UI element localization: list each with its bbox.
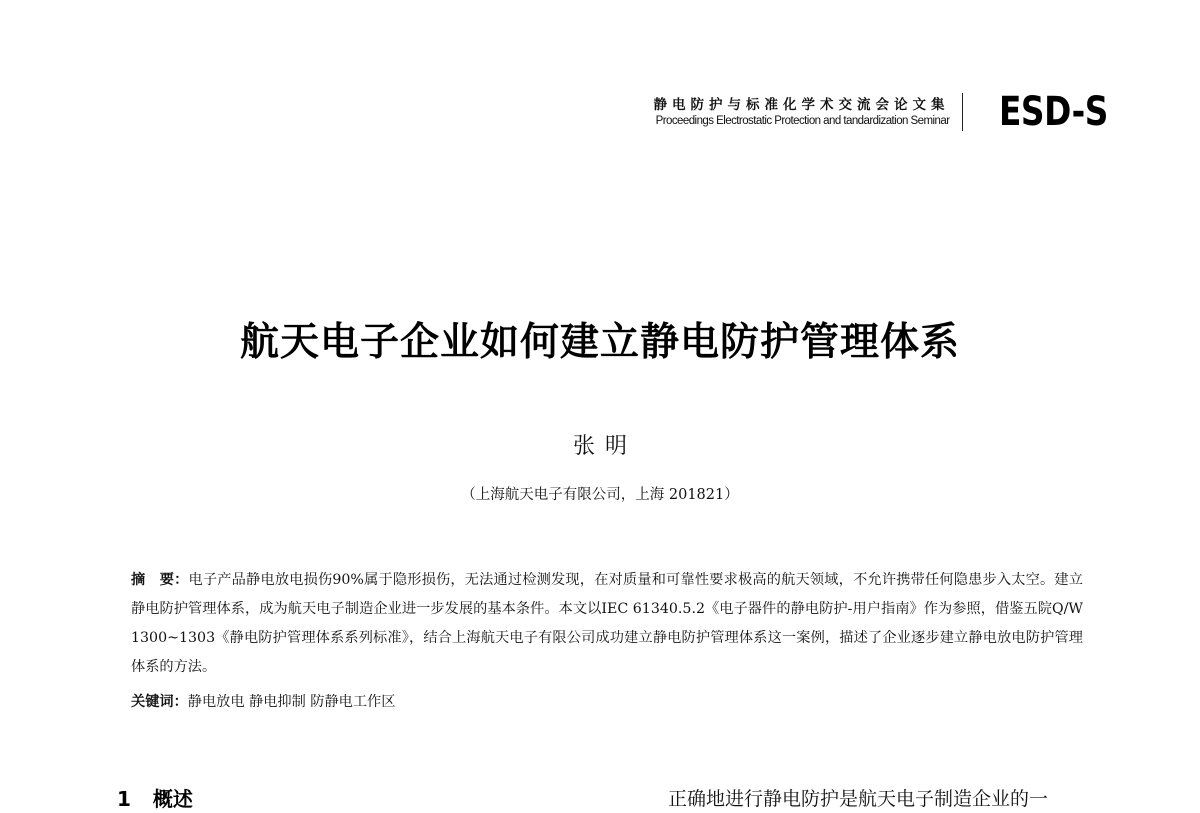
- abstract: [131, 566, 1083, 682]
- section-heading: [117, 785, 193, 813]
- esd-s-logo: ESD-S: [998, 89, 1108, 135]
- series-title-cn: 静电防护与标准化学术交流会论文集: [653, 97, 950, 113]
- keywords: [131, 689, 1083, 715]
- running-header-text: [654, 96, 950, 128]
- body-text-right-column: 正确地进行静电防护是航天电子制造企业的一: [668, 788, 1049, 810]
- header-divider: [962, 93, 964, 131]
- series-title-en: Proceedings Electrostatic Protection and tandardization Seminar: [655, 115, 950, 127]
- author-affiliation: （上海航天电子有限公司，上海 201821）: [461, 487, 739, 503]
- keywords-text: 静电放电 静电抑制 防静电工作区: [187, 694, 396, 710]
- author-name: 张明: [572, 434, 637, 459]
- running-header: [654, 88, 1109, 136]
- abstract-label: 摘 要：: [131, 572, 189, 588]
- section-title: 概述: [152, 787, 193, 811]
- keywords-label: 关键词：: [131, 694, 188, 710]
- section-number: 1: [117, 787, 131, 811]
- paper-title: 航天电子企业如何建立静电防护管理体系: [239, 319, 960, 365]
- abstract-text: 电子产品静电放电损伤90%属于隐形损伤，无法通过检测发现，在对质量和可靠性要求极高的航天领域，不允许携带任何隐患步入太空。建立静电防护管理体系，成为航天电子制造企业进一步发展的基本条件。本文以IEC 61340.5.2《电子器件的静电防护-用户指南》作为参照，借鉴五院Q/W 1300~1303《静电防护管理体系系列标准》，结合上海航天电子有限公司成功建立静电防护管理体系这一案例，描述了企业逐步建立静电放电防护管理体系的方法。: [131, 572, 1083, 675]
